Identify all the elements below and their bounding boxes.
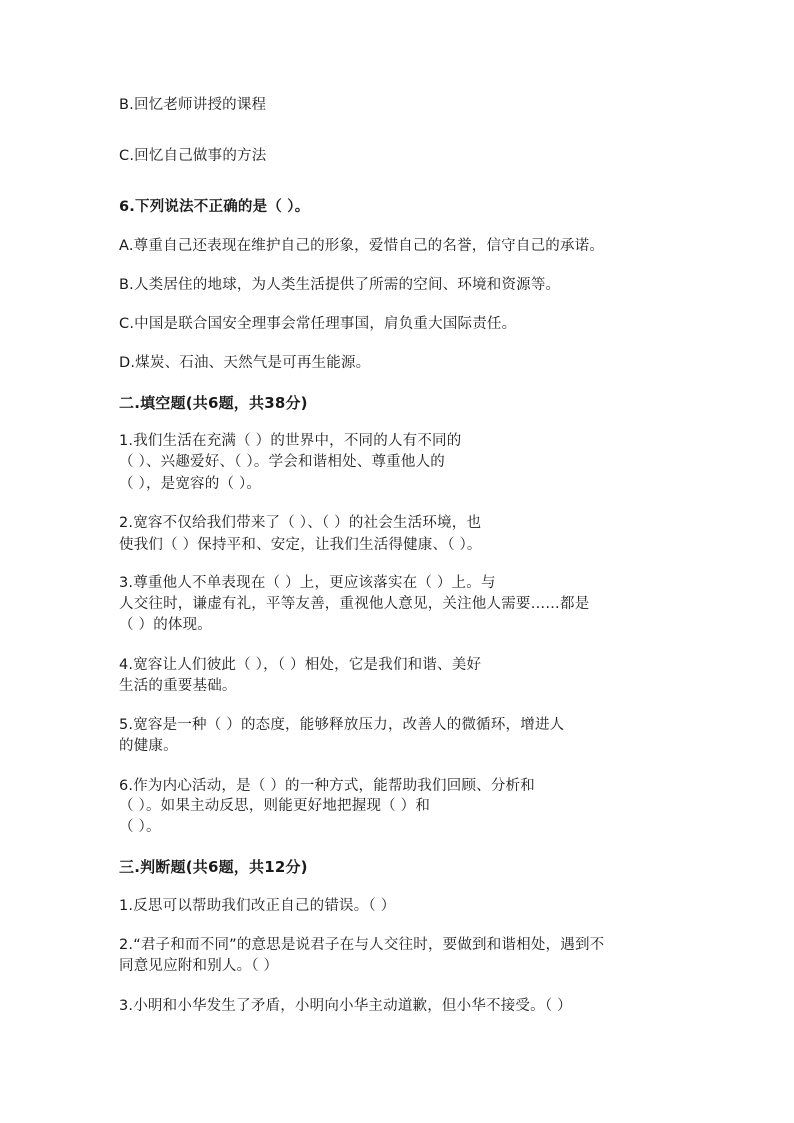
fill-q3-line-1: 3.尊重他人不单表现在（ ）上，更应该落实在（ ）上。与 (119, 575, 496, 591)
fill-q6-line-2: （ ）。如果主动反思，则能更好地把握现（ ）和 (119, 798, 431, 814)
fill-q1-line-1: 1.我们生活在充满（ ）的世界中，不同的人有不同的 (119, 433, 462, 449)
q6-option-a: A.尊重自己还表现在维护自己的形象，爱惜自己的名誉，信守自己的承诺。 (119, 238, 605, 254)
fill-q1-line-2: （ ）、兴趣爱好、（ ）。学会和谐相处、尊重他人的 (119, 454, 445, 470)
fill-q4-line-1: 4.宽容让人们彼此（ ），（ ）相处，它是我们和谐、美好 (119, 657, 482, 673)
q6-option-b: B.人类居住的地球，为人类生活提供了所需的空间、环境和资源等。 (119, 277, 561, 293)
fill-q6-line-1: 6.作为内心活动，是（ ）的一种方式，能帮助我们回顾、分析和 (119, 778, 535, 794)
fill-q4-line-2: 生活的重要基础。 (119, 678, 237, 694)
fill-q3-line-3: （ ）的体现。 (119, 617, 213, 633)
section3-heading: 三.判断题(共6题，共12分) (119, 858, 308, 876)
section2-heading: 二.填空题(共6题，共38分) (119, 394, 308, 412)
judge-q2-line-2: 同意见应附和别人。（ ） (119, 958, 279, 974)
judge-q2-line-1: 2.“君子和而不同”的意思是说君子在与人交往时，要做到和谐相处，遇到不 (119, 937, 605, 953)
q6-option-d: D.煤炭、石油、天然气是可再生能源。 (119, 355, 371, 371)
q6-stem: 6.下列说法不正确的是（ ）。 (119, 199, 310, 215)
q6-option-c: C.中国是联合国安全理事会常任理事国，肩负重大国际责任。 (119, 316, 517, 332)
fill-q2-line-2: 使我们（ ）保持平和、安定，让我们生活得健康、（ ）。 (119, 537, 482, 553)
judge-q1: 1.反思可以帮助我们改正自己的错误。（ ） (119, 898, 396, 914)
fill-q3-line-2: 人交往时，谦虚有礼，平等友善，重视他人意见，关注他人需要……都是 (119, 596, 590, 612)
fill-q2-line-1: 2.宽容不仅给我们带来了（ ）、（ ）的社会生活环境，也 (119, 515, 482, 531)
fill-q6-line-3: （ ）。 (119, 819, 161, 835)
fill-q5-line-1: 5.宽容是一种（ ）的态度，能够释放压力，改善人的微循环，增进人 (119, 717, 565, 733)
q5-option-b: B.回忆老师讲授的课程 (119, 97, 267, 113)
q5-option-c: C.回忆自己做事的方法 (119, 148, 267, 164)
fill-q5-line-2: 的健康。 (119, 738, 178, 754)
fill-q1-line-3: （ ），是宽容的（ ）。 (119, 476, 262, 492)
judge-q3: 3.小明和小华发生了矛盾，小明向小华主动道歉，但小华不接受。（ ） (119, 998, 572, 1014)
